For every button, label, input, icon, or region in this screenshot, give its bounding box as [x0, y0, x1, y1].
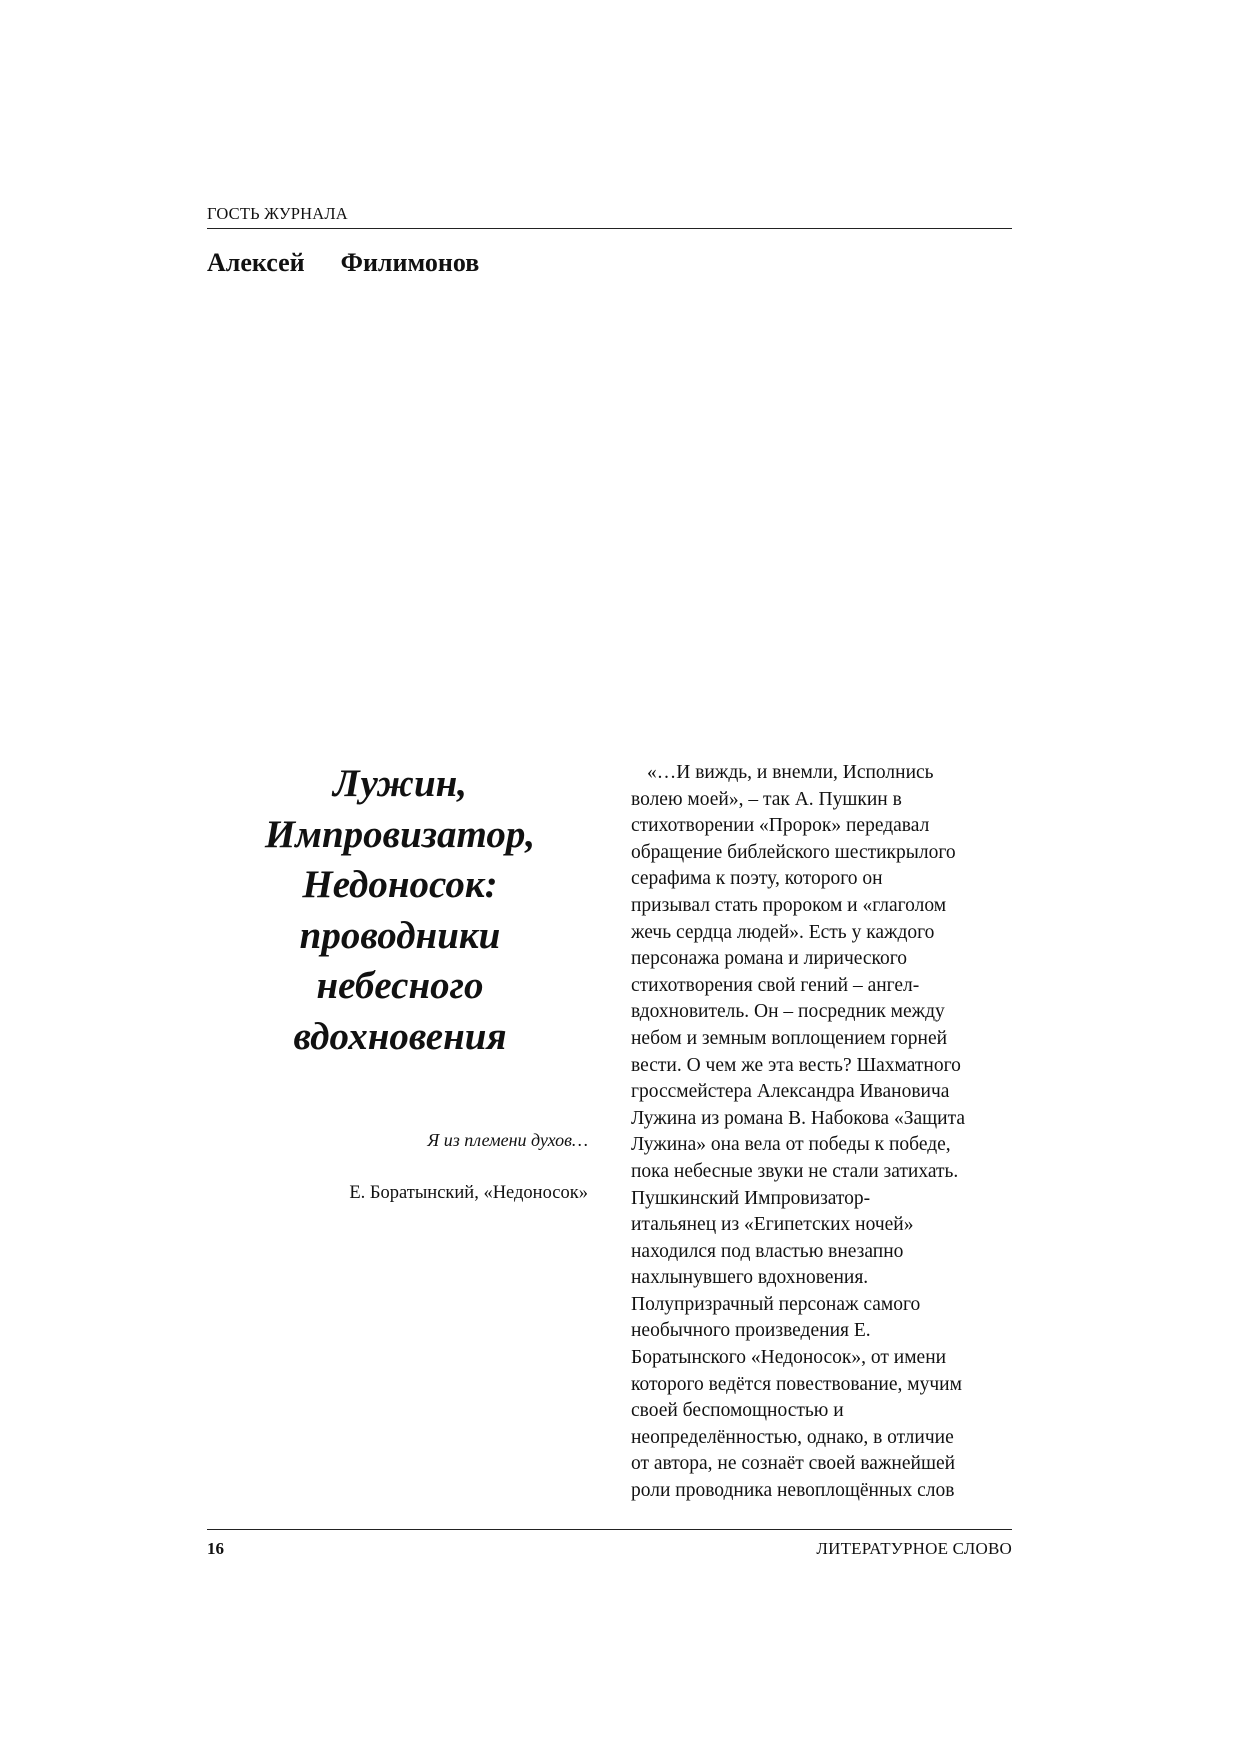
- body-line: жечь сердца людей». Есть у каждого: [631, 921, 935, 943]
- title-line: Недоносок:: [302, 863, 498, 906]
- body-line: призывал стать пророком и «глаголом: [631, 894, 947, 916]
- title-line: Лужин,: [332, 762, 468, 805]
- body-line: серафима к поэту, которого он: [631, 868, 883, 890]
- body-line: «…И виждь, и внемли, Исполнись: [647, 762, 934, 783]
- body-line: итальянец из «Египетских ночей»: [631, 1214, 914, 1236]
- body-line: Лужина» она вела от победы к победе,: [631, 1134, 951, 1156]
- magazine-title: ЛИТЕРАТУРНОЕ СЛОВО: [816, 1539, 1012, 1558]
- body-line: стихотворения свой гений – ангел-: [631, 974, 920, 996]
- section-header: ГОСТЬ ЖУРНАЛА: [207, 204, 348, 223]
- body-line: волею моей», – так А. Пушкин в: [631, 788, 902, 810]
- author-last-name: Филимонов: [340, 248, 480, 277]
- body-line: гроссмейстера Александра Ивановича: [631, 1081, 950, 1103]
- body-line: небом и земным воплощением горней: [631, 1027, 948, 1049]
- body-line: обращение библейского шестикрылого: [631, 841, 956, 863]
- body-line: своей беспомощностью и: [631, 1400, 844, 1422]
- body-line: Лужина из романа В. Набокова «Защита: [631, 1107, 965, 1129]
- article-body: [631, 760, 1031, 1505]
- article-title: [230, 759, 570, 1062]
- header-divider: [207, 228, 1012, 229]
- body-line: от автора, не сознаёт своей важнейшей: [631, 1453, 956, 1475]
- body-line: стихотворении «Пророк» передавал: [631, 815, 930, 837]
- body-line: нахлынувшего вдохновения.: [631, 1267, 869, 1289]
- body-line: неопределённостью, однако, в отличие: [631, 1426, 954, 1448]
- title-line: вдохновения: [293, 1014, 507, 1058]
- page-number: 16: [207, 1539, 224, 1558]
- body-line: роли проводника невоплощённых слов: [631, 1480, 955, 1502]
- body-line: персонажа романа и лирического: [631, 948, 908, 970]
- body-line: вести. О чем же эта весть? Шахматного: [631, 1054, 961, 1076]
- body-line: находился под властью внезапно: [631, 1240, 904, 1262]
- footer-divider: [207, 1529, 1012, 1530]
- title-line: проводники: [299, 913, 501, 957]
- body-line: Полупризрачный персонаж самого: [631, 1293, 921, 1315]
- epigraph-source: Е. Боратынский, «Недоносок»: [349, 1183, 588, 1203]
- title-line: небесного: [316, 964, 484, 1007]
- body-line: которого ведётся повествование, мучим: [631, 1373, 962, 1395]
- body-line: Боратынского «Недоносок», от имени: [631, 1347, 947, 1369]
- body-line: вдохновитель. Он – посредник между: [631, 1001, 945, 1023]
- body-line: пока небесные звуки не стали затихать.: [631, 1160, 959, 1182]
- title-line: Импровизатор,: [264, 812, 536, 856]
- body-line: необычного произведения Е.: [631, 1320, 871, 1342]
- body-line: Пушкинский Импровизатор-: [631, 1187, 871, 1209]
- author-name: [207, 245, 479, 281]
- author-first-name: Алексей: [207, 248, 305, 277]
- epigraph-text: Я из племени духов…: [427, 1130, 588, 1150]
